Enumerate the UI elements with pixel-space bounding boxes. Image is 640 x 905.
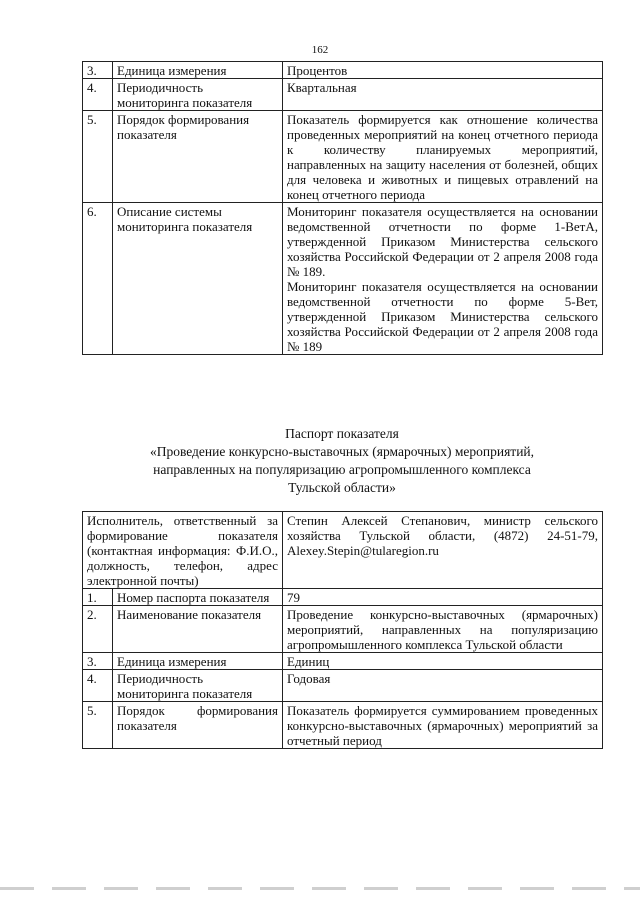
row-label: Порядок формирования показателя: [113, 702, 283, 749]
row-number: 4.: [83, 79, 113, 111]
row-number: 3.: [83, 653, 113, 670]
table-row: [83, 606, 603, 653]
row-value: Годовая: [283, 670, 603, 702]
row-value: Единиц: [283, 653, 603, 670]
table-row: [83, 512, 603, 589]
passport-heading: [82, 425, 602, 497]
row-label: Порядок формирования показателя: [113, 111, 283, 203]
row-label: Периодичность мониторинга показателя: [113, 670, 283, 702]
table-row: [83, 203, 603, 355]
row-label: Периодичность мониторинга показателя: [113, 79, 283, 111]
row-label: Описание системы мониторинга показателя: [113, 203, 283, 355]
row-label: Единица измерения: [113, 653, 283, 670]
row-value: 79: [283, 589, 603, 606]
passport-subtitle-line-3: Тульской области»: [288, 480, 396, 495]
row-value: Процентов: [283, 62, 603, 79]
row-number: 2.: [83, 606, 113, 653]
row-number: 5.: [83, 111, 113, 203]
row-label: Наименование показателя: [113, 606, 283, 653]
scan-edge-artifact: [0, 887, 640, 890]
row-value: Показатель формируется суммированием проведенных конкурсно-выставочных (ярмарочных) мероприятий за отчетный период: [283, 702, 603, 749]
monitoring-paragraph-2: Мониторинг показателя осуществляется на основании ведомственной отчетности по форме 5-Вет, утвержденной Приказом Министерства сельского хозяйства Российской Федерации от 2 апреля 2008 года № 189: [287, 279, 598, 354]
table-row: [83, 62, 603, 79]
table-row: [83, 670, 603, 702]
row-number: 6.: [83, 203, 113, 355]
row-value: Проведение конкурсно-выставочных (ярмарочных) мероприятий, направленных на популяризацию агропромышленного комплекса Тульской области: [283, 606, 603, 653]
row-label: Единица измерения: [113, 62, 283, 79]
passport-subtitle-line-1: «Проведение конкурсно-выставочных (ярмарочных) мероприятий,: [149, 444, 535, 459]
row-number: 3.: [83, 62, 113, 79]
table-row: [83, 589, 603, 606]
table-row: [83, 702, 603, 749]
executor-label: Исполнитель, ответственный за формирование показателя (контактная информация: Ф.И.О., должность, телефон, адрес электронной почты): [83, 512, 283, 589]
indicator-passport-table: [82, 511, 603, 749]
row-label: Номер паспорта показателя: [113, 589, 283, 606]
row-number: 4.: [83, 670, 113, 702]
monitoring-paragraph-1: Мониторинг показателя осуществляется на основании ведомственной отчетности по форме 1-ВетА, утвержденной Приказом Министерства сельского хозяйства Российской Федерации от 2 апреля 2008 года № 189.: [287, 204, 598, 279]
row-number: 1.: [83, 589, 113, 606]
table-row: [83, 653, 603, 670]
page-number: 162: [311, 44, 329, 56]
table-row: [83, 111, 603, 203]
row-value: [283, 203, 603, 355]
row-value: Показатель формируется как отношение количества проведенных мероприятий на конец отчетного периода к количеству планируемых мероприятий, направленных на защиту населения от болезней, общих для человека и животных и пищевых отравлений на конец отчетного периода: [283, 111, 603, 203]
table-row: [83, 79, 603, 111]
indicator-table-continued: [82, 61, 603, 355]
row-number: 5.: [83, 702, 113, 749]
passport-subtitle-line-2: направленных на популяризацию агропромышленного комплекса: [153, 462, 531, 477]
row-value: Квартальная: [283, 79, 603, 111]
executor-value: Степин Алексей Степанович, министр сельского хозяйства Тульской области, (4872) 24-51-79, Alexey.Stepin@tularegion.ru: [283, 512, 603, 589]
passport-title: Паспорт показателя: [285, 426, 399, 441]
